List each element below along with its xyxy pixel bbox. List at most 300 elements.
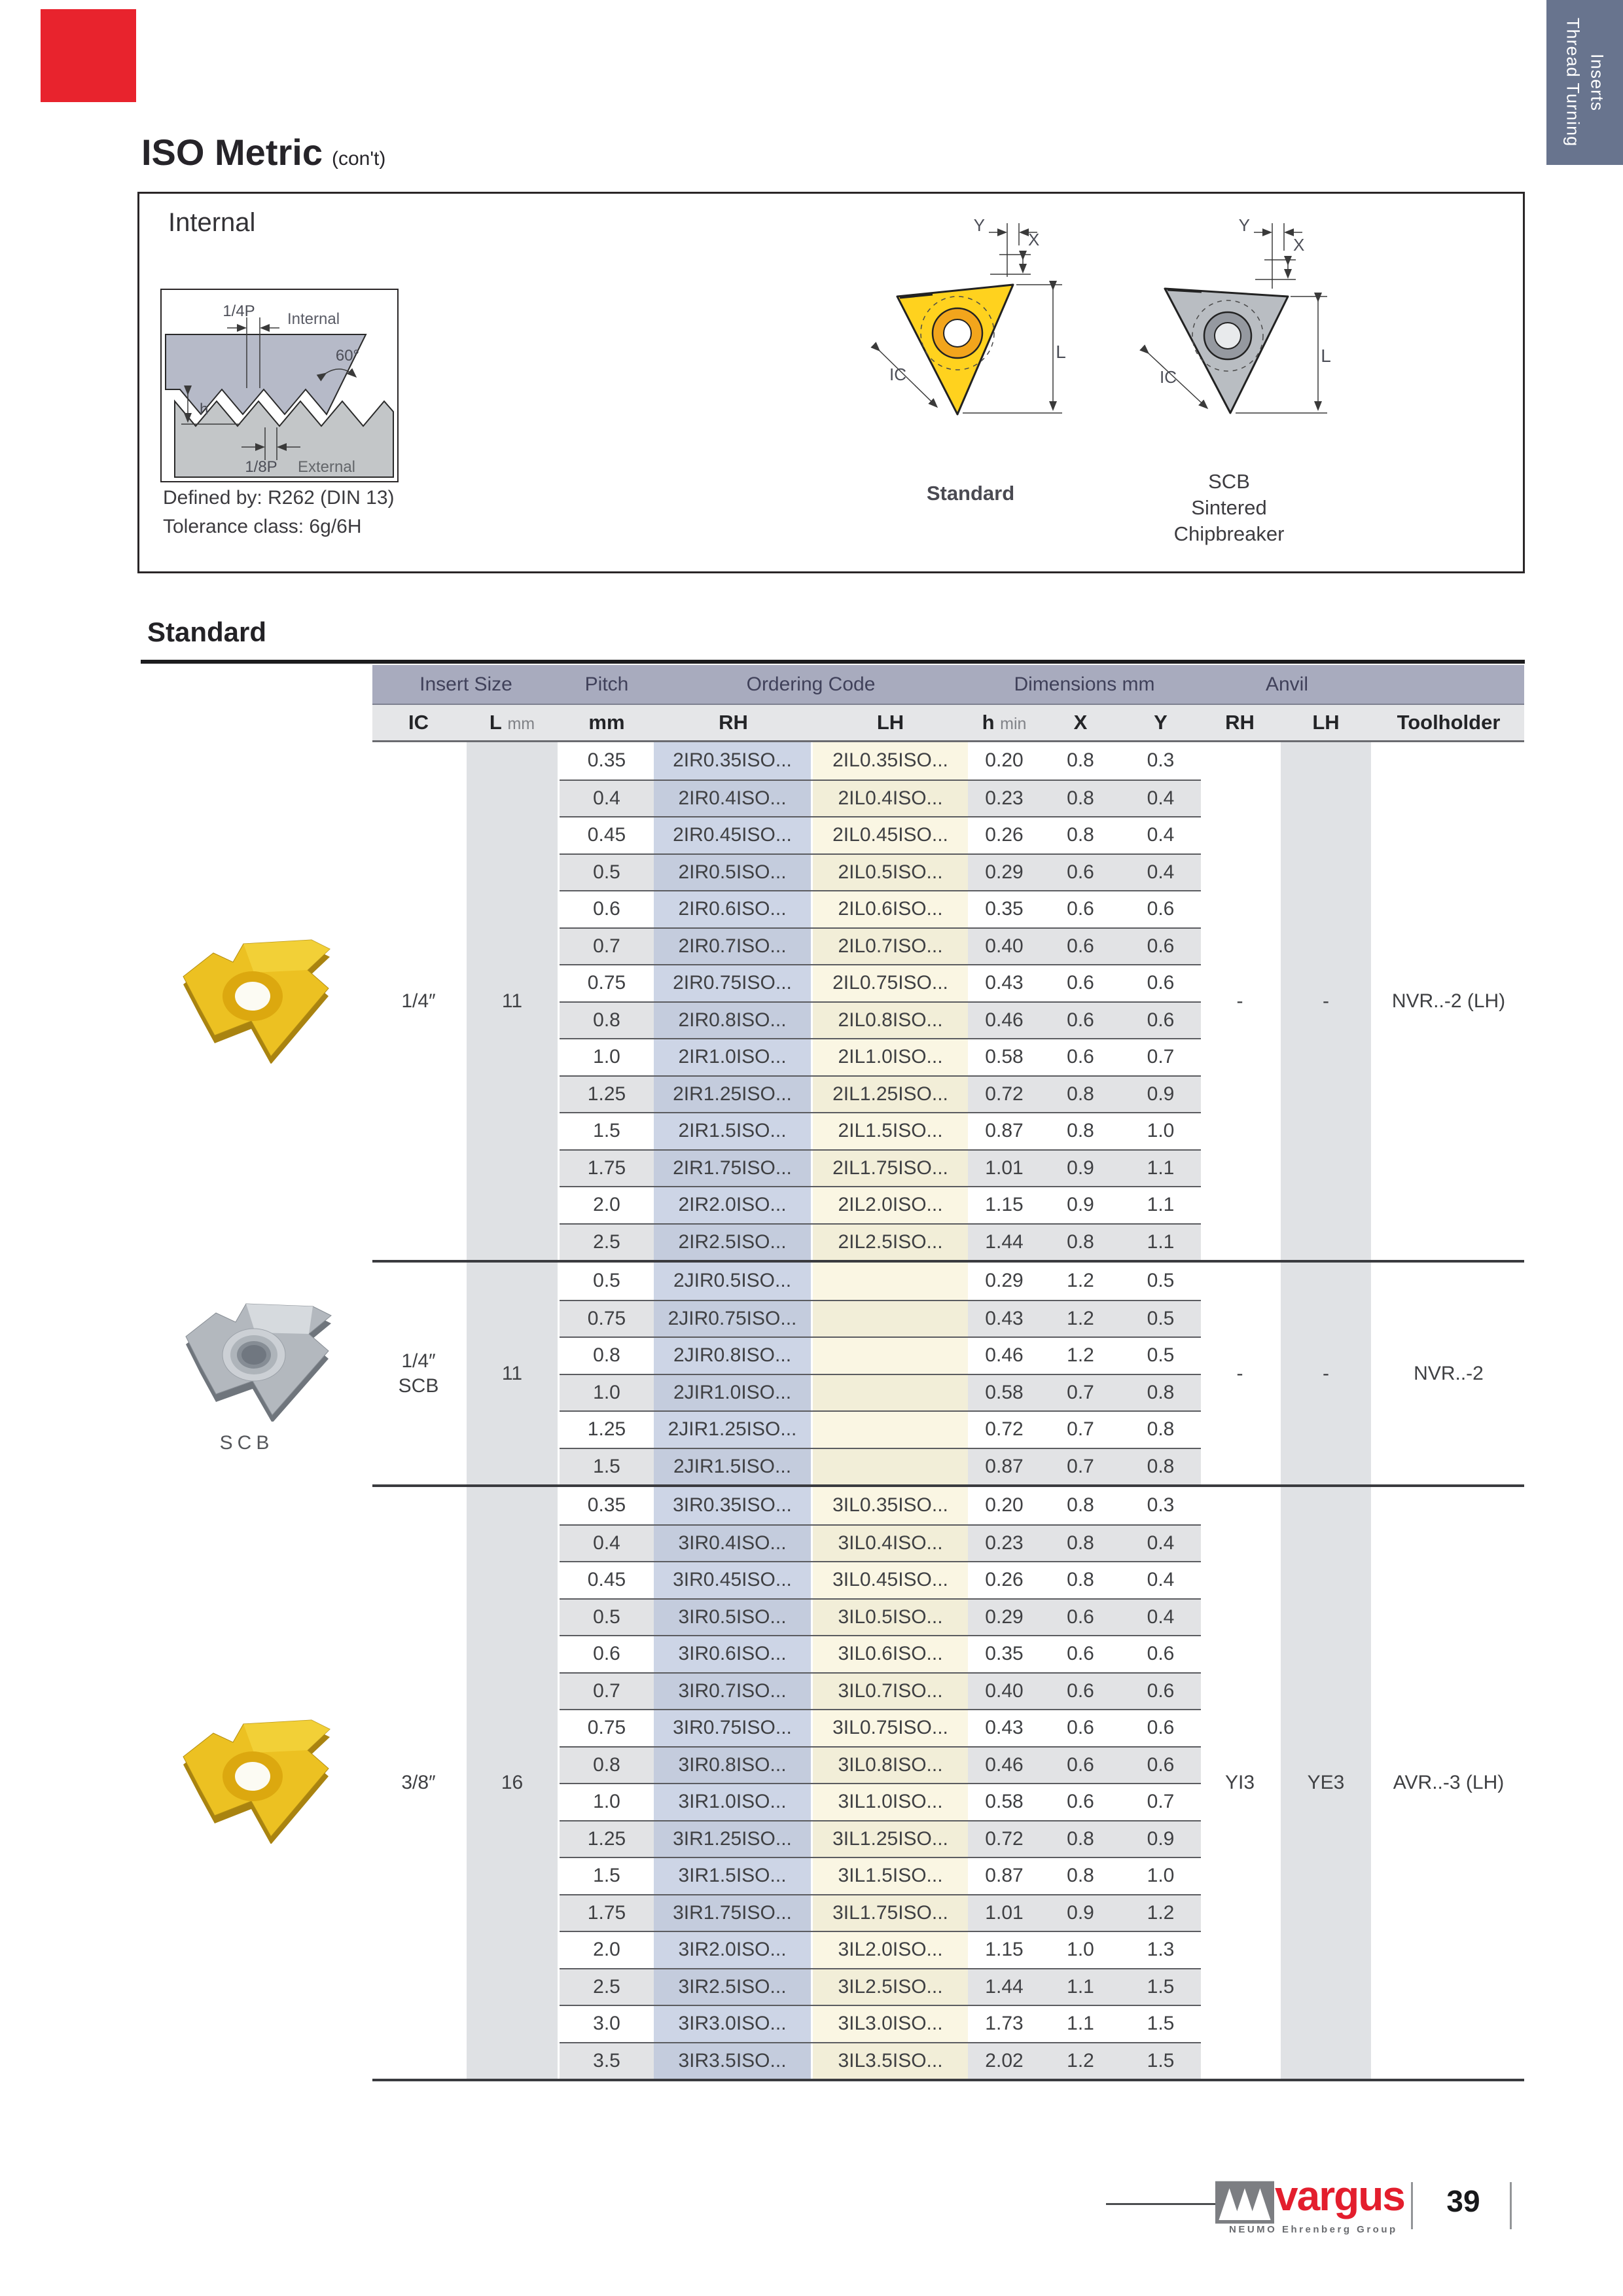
cell-ordering-lh: 3IL3.0ISO... bbox=[813, 2006, 968, 2042]
cell-pitch: 1.25 bbox=[560, 1821, 654, 1857]
header-dimensions: Dimensions mm bbox=[1014, 673, 1155, 695]
cell-x: 1.2 bbox=[1067, 1344, 1094, 1367]
cell-y: 0.6 bbox=[1120, 1748, 1201, 1784]
header-pitch: Pitch bbox=[584, 673, 629, 695]
cell-ordering-lh bbox=[813, 1412, 968, 1448]
group-l-cell: 11 bbox=[465, 1263, 560, 1484]
dim-label-l: L bbox=[1321, 346, 1331, 366]
table-row bbox=[560, 1448, 1201, 1485]
cell-ordering-lh: 2IL2.0ISO... bbox=[813, 1187, 968, 1223]
insert-photo-yellow-1 bbox=[175, 929, 336, 1064]
standard-insert-diagram bbox=[859, 211, 1069, 434]
cell-x: 1.2 bbox=[1041, 2043, 1120, 2079]
subheader-mm: mm bbox=[588, 711, 625, 734]
cell-h-min: 1.73 bbox=[985, 2013, 1024, 2035]
cell-x: 0.8 bbox=[1067, 1494, 1094, 1516]
group-anvil-lh-cell: YE3 bbox=[1279, 1487, 1373, 2079]
insert-photo-scb bbox=[178, 1291, 335, 1422]
dim-label-x: X bbox=[1293, 235, 1305, 255]
cell-h-min: 0.87 bbox=[985, 1120, 1024, 1142]
cell-ordering-lh: 3IL3.5ISO... bbox=[813, 2043, 968, 2079]
brand-name: vargus bbox=[1275, 2172, 1404, 2219]
cell-x: 1.2 bbox=[1041, 1301, 1120, 1337]
table-row bbox=[560, 1336, 1201, 1374]
header-ordering-code: Ordering Code bbox=[746, 673, 876, 695]
cell-y: 0.5 bbox=[1120, 1301, 1201, 1337]
cell-pitch: 0.35 bbox=[587, 749, 626, 772]
cell-pitch: 0.75 bbox=[587, 972, 626, 994]
cell-ordering-rh: 3IR0.7ISO... bbox=[654, 1674, 813, 1710]
cell-ordering-rh: 2JIR0.8ISO... bbox=[654, 1338, 813, 1374]
group-l-cell: 11 bbox=[465, 742, 560, 1260]
cell-x: 0.8 bbox=[1041, 1821, 1120, 1857]
cell-pitch: 0.7 bbox=[560, 929, 654, 965]
cell-x: 0.6 bbox=[1041, 1748, 1120, 1784]
table-row bbox=[560, 1635, 1201, 1672]
cell-ordering-lh: 2IL0.5ISO... bbox=[813, 855, 968, 891]
cell-x: 0.6 bbox=[1067, 972, 1094, 994]
label-eighth-p: 1/8P bbox=[245, 458, 277, 476]
table-row bbox=[560, 1746, 1201, 1784]
cell-y: 1.2 bbox=[1120, 1895, 1201, 1931]
tolerance-text: Tolerance class: 6g/6H bbox=[163, 516, 362, 537]
table-row bbox=[560, 1112, 1201, 1149]
internal-panel-title: Internal bbox=[168, 208, 256, 237]
cell-ordering-lh bbox=[813, 1263, 968, 1300]
cell-y: 1.1 bbox=[1120, 1151, 1201, 1187]
cell-pitch: 0.75 bbox=[587, 1717, 626, 1739]
cell-pitch: 0.6 bbox=[593, 1643, 620, 1665]
group-anvil-rh-cell: - bbox=[1236, 990, 1243, 1012]
cell-ordering-rh: 3IR1.0ISO... bbox=[654, 1784, 813, 1820]
table-bottom-line bbox=[372, 2079, 1524, 2081]
cell-x: 0.9 bbox=[1067, 1194, 1094, 1216]
cell-x: 0.6 bbox=[1067, 1046, 1094, 1068]
cell-pitch: 1.5 bbox=[593, 1865, 620, 1887]
cell-x: 0.7 bbox=[1041, 1375, 1120, 1411]
cell-ordering-lh: 3IL2.0ISO... bbox=[813, 1932, 968, 1968]
table-row bbox=[560, 2042, 1201, 2079]
group-anvil-rh-cell: - bbox=[1236, 1362, 1243, 1384]
cell-h-min: 0.20 bbox=[985, 749, 1024, 772]
cell-pitch: 0.5 bbox=[593, 1270, 620, 1292]
cell-pitch: 3.0 bbox=[593, 2013, 620, 2035]
cell-y: 0.4 bbox=[1120, 1526, 1201, 1562]
standard-table bbox=[372, 665, 1524, 2081]
cell-ordering-lh: 2IL0.7ISO... bbox=[813, 929, 968, 965]
group-l-cell: 16 bbox=[465, 1487, 560, 2079]
cell-ordering-rh: 3IR1.25ISO... bbox=[654, 1821, 813, 1857]
cell-ordering-rh: 2JIR1.25ISO... bbox=[654, 1412, 813, 1448]
table-row bbox=[560, 1038, 1201, 1075]
cell-x: 0.6 bbox=[1041, 929, 1120, 965]
table-row bbox=[560, 1410, 1201, 1448]
cell-h-min: 0.29 bbox=[968, 855, 1041, 891]
cell-pitch: 0.4 bbox=[560, 1526, 654, 1562]
cell-h-min: 0.40 bbox=[968, 929, 1041, 965]
cell-ordering-rh: 2IR1.75ISO... bbox=[654, 1151, 813, 1187]
subheader-ic: IC bbox=[408, 711, 429, 734]
cell-y: 0.4 bbox=[1147, 1569, 1175, 1591]
group-toolholder-cell: AVR..-3 (LH) bbox=[1393, 1772, 1505, 1793]
table-sub-header-row bbox=[372, 705, 1524, 740]
cell-pitch: 0.35 bbox=[587, 1494, 626, 1516]
cell-h-min: 0.26 bbox=[985, 824, 1024, 846]
cell-y: 1.3 bbox=[1147, 1939, 1175, 1961]
footer-divider-bar bbox=[1411, 2182, 1413, 2229]
cell-x: 0.8 bbox=[1067, 824, 1094, 846]
cell-x: 0.6 bbox=[1067, 1717, 1094, 1739]
subheader-anvil-lh: LH bbox=[1312, 711, 1340, 734]
cell-h-min: 1.44 bbox=[968, 1969, 1041, 2005]
cell-pitch: 1.25 bbox=[587, 1418, 626, 1441]
group-anvil-rh-cell: YI3 bbox=[1224, 1772, 1255, 1793]
cell-ordering-lh: 3IL0.8ISO... bbox=[813, 1748, 968, 1784]
cell-ordering-lh: 2IL0.4ISO... bbox=[813, 781, 968, 817]
subheader-y: Y bbox=[1154, 711, 1168, 734]
cell-pitch: 2.5 bbox=[560, 1969, 654, 2005]
cell-ordering-rh: 3IR0.45ISO... bbox=[654, 1562, 813, 1598]
table-row bbox=[560, 1561, 1201, 1598]
label-quarter-p: 1/4P bbox=[223, 302, 255, 320]
label-internal: Internal bbox=[287, 310, 340, 328]
cell-x: 0.7 bbox=[1067, 1418, 1094, 1441]
cell-y: 0.8 bbox=[1120, 1449, 1201, 1485]
cell-pitch: 1.25 bbox=[560, 1077, 654, 1113]
cell-ordering-rh: 3IR1.5ISO... bbox=[654, 1858, 813, 1894]
group-rows bbox=[560, 1263, 1201, 1484]
cell-y: 0.4 bbox=[1120, 855, 1201, 891]
cell-y: 0.6 bbox=[1120, 929, 1201, 965]
group-rows bbox=[560, 1487, 1201, 2079]
header-insert-size: Insert Size bbox=[419, 673, 512, 695]
cell-ordering-rh: 3IR3.0ISO... bbox=[654, 2006, 813, 2042]
cell-ordering-lh bbox=[813, 1338, 968, 1374]
page-title bbox=[141, 131, 385, 173]
dim-label-ic: IC bbox=[1160, 367, 1177, 387]
cell-h-min: 0.20 bbox=[985, 1494, 1024, 1516]
cell-ordering-rh: 2IR0.5ISO... bbox=[654, 855, 813, 891]
group-ic-cell: 3/8″ bbox=[401, 1772, 436, 1793]
cell-h-min: 0.58 bbox=[968, 1375, 1041, 1411]
table-row bbox=[560, 1709, 1201, 1746]
cell-x: 0.6 bbox=[1041, 855, 1120, 891]
scb-diagram-caption: SCB Sintered Chipbreaker bbox=[1173, 470, 1285, 545]
cell-ordering-rh: 2IR0.35ISO... bbox=[654, 742, 813, 780]
cell-y: 1.5 bbox=[1120, 2043, 1201, 2079]
side-tab-line1: Thread Turning bbox=[1563, 18, 1583, 147]
cell-h-min: 0.46 bbox=[968, 1003, 1041, 1039]
table-row bbox=[560, 853, 1201, 891]
table-row bbox=[560, 1075, 1201, 1113]
table-row bbox=[560, 1524, 1201, 1562]
cell-ordering-rh: 2IR2.0ISO... bbox=[654, 1187, 813, 1223]
cell-ordering-rh: 2IR1.5ISO... bbox=[654, 1113, 813, 1149]
cell-pitch: 2.5 bbox=[560, 1225, 654, 1261]
table-row bbox=[560, 1598, 1201, 1636]
cell-ordering-rh: 3IR0.6ISO... bbox=[654, 1636, 813, 1672]
cell-pitch: 1.5 bbox=[593, 1120, 620, 1142]
dim-label-x: X bbox=[1028, 230, 1040, 249]
cell-pitch: 1.75 bbox=[560, 1895, 654, 1931]
cell-ordering-lh: 3IL1.0ISO... bbox=[813, 1784, 968, 1820]
cell-x: 0.6 bbox=[1041, 1003, 1120, 1039]
cell-h-min: 0.72 bbox=[968, 1077, 1041, 1113]
group-ic-cell: 1/4″ SCB bbox=[398, 1350, 439, 1397]
table-row bbox=[560, 1186, 1201, 1223]
page-corner-marker bbox=[41, 9, 136, 102]
cell-x: 0.8 bbox=[1067, 1569, 1094, 1591]
cell-pitch: 0.5 bbox=[560, 855, 654, 891]
cell-y: 0.5 bbox=[1147, 1270, 1175, 1292]
cell-ordering-rh: 3IR0.75ISO... bbox=[654, 1710, 813, 1746]
cell-h-min: 0.26 bbox=[985, 1569, 1024, 1591]
cell-ordering-rh: 3IR0.35ISO... bbox=[654, 1487, 813, 1524]
cell-x: 1.0 bbox=[1067, 1939, 1094, 1961]
cell-ordering-rh: 3IR2.0ISO... bbox=[654, 1932, 813, 1968]
cell-y: 0.6 bbox=[1147, 898, 1175, 920]
cell-h-min: 0.58 bbox=[985, 1791, 1024, 1813]
cell-pitch: 0.45 bbox=[587, 1569, 626, 1591]
cell-h-min: 1.15 bbox=[985, 1194, 1024, 1216]
cell-x: 0.7 bbox=[1041, 1449, 1120, 1485]
cell-ordering-rh: 2JIR0.5ISO... bbox=[654, 1263, 813, 1300]
dim-label-l: L bbox=[1056, 342, 1066, 362]
cell-pitch: 0.5 bbox=[560, 1600, 654, 1636]
cell-ordering-lh bbox=[813, 1449, 968, 1485]
table-row bbox=[560, 1672, 1201, 1710]
cell-h-min: 0.43 bbox=[968, 1301, 1041, 1337]
cell-ordering-lh: 2IL0.6ISO... bbox=[813, 891, 968, 927]
cell-ordering-lh: 3IL0.35ISO... bbox=[813, 1487, 968, 1524]
dim-label-y: Y bbox=[1238, 215, 1250, 235]
cell-ordering-lh: 3IL1.25ISO... bbox=[813, 1821, 968, 1857]
cell-x: 1.1 bbox=[1041, 1969, 1120, 2005]
cell-ordering-lh: 3IL0.4ISO... bbox=[813, 1526, 968, 1562]
subheader-toolholder: Toolholder bbox=[1397, 711, 1501, 734]
table-row bbox=[560, 1783, 1201, 1820]
table-row bbox=[560, 2005, 1201, 2042]
cell-h-min: 0.23 bbox=[968, 781, 1041, 817]
cell-y: 1.5 bbox=[1147, 2013, 1175, 2035]
cell-h-min: 0.72 bbox=[968, 1821, 1041, 1857]
cell-h-min: 1.44 bbox=[968, 1225, 1041, 1261]
cell-x: 0.6 bbox=[1067, 898, 1094, 920]
group-ic-cell: 1/4″ bbox=[401, 990, 436, 1012]
cell-ordering-rh: 3IR0.5ISO... bbox=[654, 1600, 813, 1636]
cell-ordering-lh: 3IL0.5ISO... bbox=[813, 1600, 968, 1636]
cell-x: 0.8 bbox=[1067, 749, 1094, 772]
cell-x: 0.6 bbox=[1067, 1791, 1094, 1813]
page-title-suffix: (con't) bbox=[331, 148, 386, 170]
cell-pitch: 0.8 bbox=[560, 1003, 654, 1039]
cell-ordering-rh: 2IR0.4ISO... bbox=[654, 781, 813, 817]
table-row bbox=[560, 780, 1201, 817]
cell-y: 1.0 bbox=[1147, 1865, 1175, 1887]
cell-ordering-lh: 3IL0.45ISO... bbox=[813, 1562, 968, 1598]
cell-y: 0.6 bbox=[1120, 1674, 1201, 1710]
cell-y: 0.4 bbox=[1120, 781, 1201, 817]
cell-h-min: 0.87 bbox=[985, 1865, 1024, 1887]
thread-profile-diagram bbox=[160, 289, 399, 482]
cell-ordering-rh: 2IR2.5ISO... bbox=[654, 1225, 813, 1261]
subheader-lh: LH bbox=[876, 711, 904, 734]
vargus-logo-icon bbox=[1215, 2181, 1274, 2224]
insert-photo-yellow-2 bbox=[175, 1710, 336, 1844]
subheader-x: X bbox=[1073, 711, 1088, 734]
table-groups bbox=[372, 742, 1524, 2079]
section-rule bbox=[141, 660, 1525, 664]
cell-x: 0.6 bbox=[1041, 1674, 1120, 1710]
group-anvil-lh-cell: - bbox=[1279, 1263, 1373, 1484]
cell-ordering-lh: 3IL1.5ISO... bbox=[813, 1858, 968, 1894]
cell-ordering-lh: 2IL1.75ISO... bbox=[813, 1151, 968, 1187]
cell-y: 0.7 bbox=[1147, 1046, 1175, 1068]
cell-y: 0.4 bbox=[1120, 1600, 1201, 1636]
cell-h-min: 0.40 bbox=[968, 1674, 1041, 1710]
cell-x: 0.8 bbox=[1041, 1526, 1120, 1562]
table-row bbox=[560, 964, 1201, 1001]
group-rows bbox=[560, 742, 1201, 1260]
table-row bbox=[560, 1149, 1201, 1187]
cell-pitch: 3.5 bbox=[560, 2043, 654, 2079]
table-row bbox=[560, 1374, 1201, 1411]
table-row bbox=[560, 1223, 1201, 1261]
cell-x: 0.6 bbox=[1041, 1600, 1120, 1636]
brand-subtitle: NEUMO Ehrenberg Group bbox=[1229, 2224, 1398, 2235]
cell-h-min: 0.29 bbox=[968, 1600, 1041, 1636]
table-row bbox=[560, 1857, 1201, 1894]
subheader-h-min: h min bbox=[982, 711, 1027, 734]
cell-y: 0.4 bbox=[1147, 824, 1175, 846]
cell-y: 0.3 bbox=[1147, 749, 1175, 772]
cell-ordering-lh: 3IL1.75ISO... bbox=[813, 1895, 968, 1931]
cell-ordering-rh: 3IR2.5ISO... bbox=[654, 1969, 813, 2005]
cell-y: 0.7 bbox=[1147, 1791, 1175, 1813]
cell-ordering-lh: 2IL0.75ISO... bbox=[813, 965, 968, 1001]
table-row bbox=[560, 927, 1201, 965]
cell-ordering-rh: 2IR0.75ISO... bbox=[654, 965, 813, 1001]
cell-ordering-rh: 2IR0.45ISO... bbox=[654, 817, 813, 853]
table-row bbox=[560, 1263, 1201, 1300]
cell-pitch: 1.75 bbox=[560, 1151, 654, 1187]
cell-ordering-rh: 3IR0.8ISO... bbox=[654, 1748, 813, 1784]
footer-rule bbox=[1106, 2203, 1215, 2205]
cell-x: 1.1 bbox=[1067, 2013, 1094, 2035]
cell-y: 0.5 bbox=[1147, 1344, 1175, 1367]
cell-h-min: 0.46 bbox=[968, 1748, 1041, 1784]
cell-pitch: 0.45 bbox=[587, 824, 626, 846]
cell-pitch: 2.0 bbox=[593, 1939, 620, 1961]
cell-ordering-rh: 2IR1.0ISO... bbox=[654, 1039, 813, 1075]
cell-ordering-rh: 2IR0.6ISO... bbox=[654, 891, 813, 927]
table-group-header-row bbox=[372, 665, 1524, 704]
dim-label-y: Y bbox=[973, 215, 985, 235]
cell-h-min: 0.43 bbox=[985, 1717, 1024, 1739]
table-row bbox=[560, 1931, 1201, 1968]
cell-h-min: 0.35 bbox=[985, 1643, 1024, 1665]
cell-ordering-rh: 2JIR1.0ISO... bbox=[654, 1375, 813, 1411]
cell-pitch: 0.8 bbox=[560, 1748, 654, 1784]
table-row bbox=[560, 890, 1201, 927]
cell-ordering-lh: 2IL2.5ISO... bbox=[813, 1225, 968, 1261]
table-row bbox=[560, 1487, 1201, 1524]
page-title-main: ISO Metric bbox=[141, 132, 323, 173]
cell-x: 0.8 bbox=[1067, 1865, 1094, 1887]
subheader-l-mm: L mm bbox=[489, 711, 535, 734]
table-row bbox=[560, 1968, 1201, 2005]
table-row bbox=[560, 742, 1201, 780]
cell-ordering-rh: 3IR3.5ISO... bbox=[654, 2043, 813, 2079]
table-row bbox=[560, 1820, 1201, 1857]
cell-y: 0.8 bbox=[1147, 1418, 1175, 1441]
subheader-anvil-rh: RH bbox=[1225, 711, 1255, 734]
cell-ordering-lh bbox=[813, 1375, 968, 1411]
cell-ordering-lh: 3IL0.75ISO... bbox=[813, 1710, 968, 1746]
table-row bbox=[560, 1894, 1201, 1931]
cell-x: 0.6 bbox=[1067, 1643, 1094, 1665]
cell-pitch: 1.0 bbox=[593, 1791, 620, 1813]
group-anvil-lh-cell: - bbox=[1279, 742, 1373, 1260]
cell-x: 0.8 bbox=[1041, 1225, 1120, 1261]
cell-ordering-lh: 2IL1.0ISO... bbox=[813, 1039, 968, 1075]
scb-insert-diagram bbox=[1124, 211, 1334, 434]
cell-x: 0.8 bbox=[1041, 1077, 1120, 1113]
cell-h-min: 1.15 bbox=[985, 1939, 1024, 1961]
cell-ordering-lh: 3IL0.6ISO... bbox=[813, 1636, 968, 1672]
cell-y: 1.1 bbox=[1120, 1225, 1201, 1261]
cell-ordering-rh: 3IR0.4ISO... bbox=[654, 1526, 813, 1562]
dim-label-ic: IC bbox=[889, 365, 906, 384]
cell-pitch: 1.5 bbox=[560, 1449, 654, 1485]
internal-panel bbox=[137, 192, 1525, 573]
defined-by-text: Defined by: R262 (DIN 13) bbox=[163, 487, 395, 509]
footer-divider-bar bbox=[1510, 2182, 1512, 2229]
section-heading-standard: Standard bbox=[147, 617, 267, 647]
cell-ordering-lh: 2IL1.5ISO... bbox=[813, 1113, 968, 1149]
cell-h-min: 0.87 bbox=[968, 1449, 1041, 1485]
cell-y: 0.8 bbox=[1120, 1375, 1201, 1411]
cell-ordering-lh: 2IL0.8ISO... bbox=[813, 1003, 968, 1039]
standard-diagram-caption: Standard bbox=[926, 482, 1015, 505]
cell-h-min: 0.29 bbox=[985, 1270, 1024, 1292]
cell-ordering-rh: 2JIR0.75ISO... bbox=[654, 1301, 813, 1337]
cell-y: 1.0 bbox=[1147, 1120, 1175, 1142]
cell-x: 1.2 bbox=[1067, 1270, 1094, 1292]
cell-x: 0.9 bbox=[1041, 1895, 1120, 1931]
group-toolholder-cell: NVR..-2 bbox=[1414, 1362, 1484, 1384]
cell-y: 0.3 bbox=[1147, 1494, 1175, 1516]
cell-ordering-rh: 2IR1.25ISO... bbox=[654, 1077, 813, 1113]
label-external: External bbox=[297, 458, 356, 476]
cell-ordering-lh: 2IL0.45ISO... bbox=[813, 817, 968, 853]
table-group bbox=[372, 1263, 1524, 1484]
cell-y: 0.9 bbox=[1120, 1821, 1201, 1857]
cell-ordering-rh: 2JIR1.5ISO... bbox=[654, 1449, 813, 1485]
cell-ordering-lh: 2IL0.35ISO... bbox=[813, 742, 968, 780]
cell-pitch: 0.8 bbox=[593, 1344, 620, 1367]
table-row bbox=[560, 816, 1201, 853]
cell-h-min: 1.01 bbox=[968, 1895, 1041, 1931]
cell-y: 1.5 bbox=[1120, 1969, 1201, 2005]
cell-x: 0.9 bbox=[1041, 1151, 1120, 1187]
cell-pitch: 2.0 bbox=[593, 1194, 620, 1216]
cell-ordering-rh: 2IR0.8ISO... bbox=[654, 1003, 813, 1039]
cell-h-min: 0.43 bbox=[985, 972, 1024, 994]
cell-ordering-rh: 3IR1.75ISO... bbox=[654, 1895, 813, 1931]
cell-ordering-lh: 3IL0.7ISO... bbox=[813, 1674, 968, 1710]
cell-pitch: 0.75 bbox=[560, 1301, 654, 1337]
